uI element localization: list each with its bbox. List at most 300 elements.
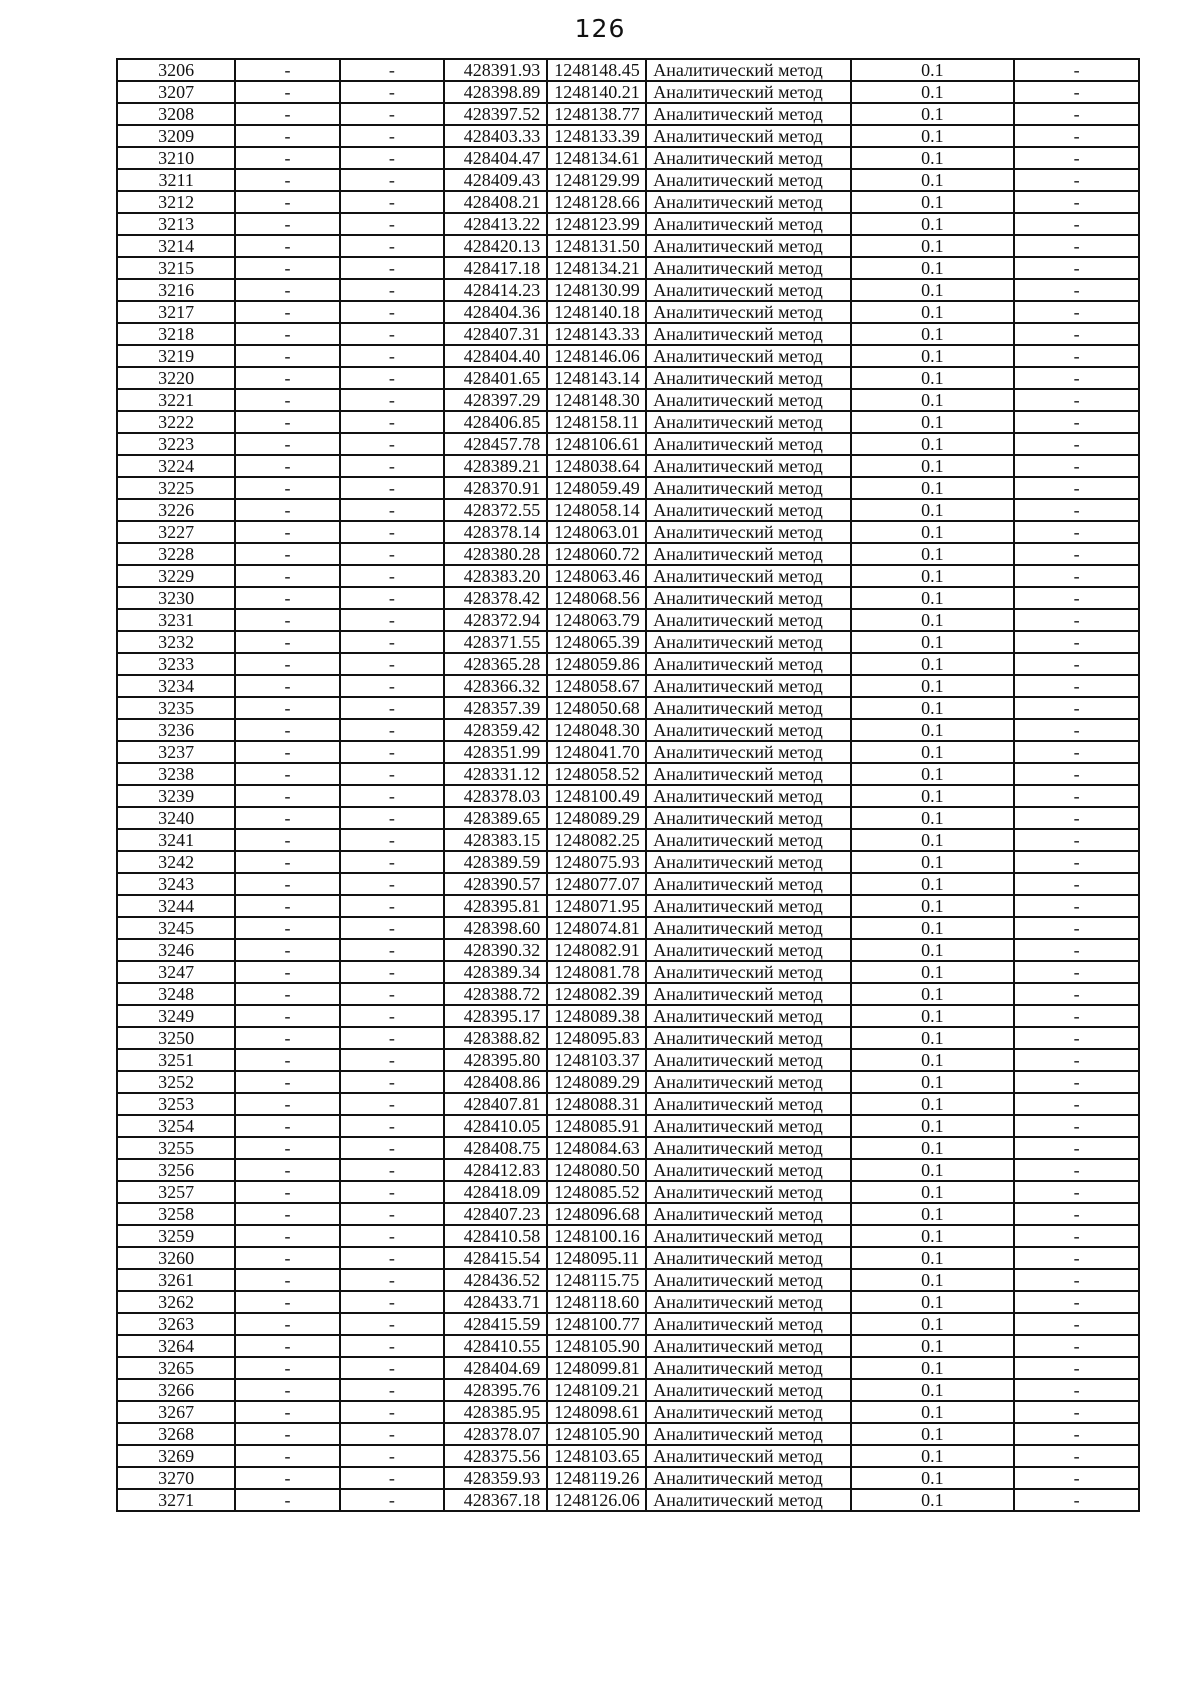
x-coordinate-cell: 428418.09 [444,1181,547,1203]
method-cell: Аналитический метод [646,1291,850,1313]
method-cell: Аналитический метод [646,59,850,81]
method-cell: Аналитический метод [646,1005,850,1027]
method-cell: Аналитический метод [646,279,850,301]
table-row [117,1181,1139,1203]
point-number-cell: 3218 [117,323,235,345]
accuracy-cell: 0.1 [851,521,1015,543]
description-cell: - [1014,477,1139,499]
table-row [117,1291,1139,1313]
point-number-cell: 3258 [117,1203,235,1225]
method-cell: Аналитический метод [646,675,850,697]
empty-cell-1: - [235,213,339,235]
empty-cell-1: - [235,1335,339,1357]
method-cell: Аналитический метод [646,1357,850,1379]
empty-cell-1: - [235,1423,339,1445]
description-cell: - [1014,1005,1139,1027]
empty-cell-1: - [235,1181,339,1203]
empty-cell-1: - [235,785,339,807]
accuracy-cell: 0.1 [851,587,1015,609]
table-row [117,1049,1139,1071]
method-cell: Аналитический метод [646,81,850,103]
accuracy-cell: 0.1 [851,961,1015,983]
method-cell: Аналитический метод [646,213,850,235]
description-cell: - [1014,257,1139,279]
method-cell: Аналитический метод [646,961,850,983]
y-coordinate-cell: 1248134.61 [547,147,646,169]
table-row [117,697,1139,719]
method-cell: Аналитический метод [646,477,850,499]
method-cell: Аналитический метод [646,521,850,543]
point-number-cell: 3263 [117,1313,235,1335]
accuracy-cell: 0.1 [851,1203,1015,1225]
table-row [117,675,1139,697]
empty-cell-2: - [340,851,444,873]
empty-cell-2: - [340,587,444,609]
x-coordinate-cell: 428365.28 [444,653,547,675]
description-cell: - [1014,279,1139,301]
y-coordinate-cell: 1248148.45 [547,59,646,81]
method-cell: Аналитический метод [646,1269,850,1291]
point-number-cell: 3209 [117,125,235,147]
empty-cell-2: - [340,1115,444,1137]
table-row [117,785,1139,807]
method-cell: Аналитический метод [646,609,850,631]
y-coordinate-cell: 1248095.83 [547,1027,646,1049]
empty-cell-2: - [340,1445,444,1467]
table-row [117,1445,1139,1467]
point-number-cell: 3237 [117,741,235,763]
empty-cell-2: - [340,631,444,653]
description-cell: - [1014,697,1139,719]
table-row [117,1379,1139,1401]
table-row [117,1071,1139,1093]
x-coordinate-cell: 428389.34 [444,961,547,983]
point-number-cell: 3217 [117,301,235,323]
y-coordinate-cell: 1248077.07 [547,873,646,895]
description-cell: - [1014,1049,1139,1071]
table-row [117,279,1139,301]
method-cell: Аналитический метод [646,873,850,895]
x-coordinate-cell: 428406.85 [444,411,547,433]
empty-cell-1: - [235,543,339,565]
empty-cell-1: - [235,147,339,169]
point-number-cell: 3262 [117,1291,235,1313]
description-cell: - [1014,213,1139,235]
method-cell: Аналитический метод [646,829,850,851]
point-number-cell: 3267 [117,1401,235,1423]
description-cell: - [1014,1203,1139,1225]
empty-cell-1: - [235,411,339,433]
table-row [117,257,1139,279]
empty-cell-1: - [235,1093,339,1115]
y-coordinate-cell: 1248148.30 [547,389,646,411]
empty-cell-1: - [235,741,339,763]
y-coordinate-cell: 1248089.29 [547,807,646,829]
description-cell: - [1014,1027,1139,1049]
empty-cell-1: - [235,829,339,851]
accuracy-cell: 0.1 [851,1027,1015,1049]
description-cell: - [1014,1335,1139,1357]
empty-cell-1: - [235,609,339,631]
empty-cell-1: - [235,169,339,191]
description-cell: - [1014,1291,1139,1313]
x-coordinate-cell: 428380.28 [444,543,547,565]
y-coordinate-cell: 1248063.79 [547,609,646,631]
x-coordinate-cell: 428388.72 [444,983,547,1005]
description-cell: - [1014,1489,1139,1511]
point-number-cell: 3211 [117,169,235,191]
x-coordinate-cell: 428415.59 [444,1313,547,1335]
description-cell: - [1014,323,1139,345]
description-cell: - [1014,433,1139,455]
empty-cell-2: - [340,257,444,279]
x-coordinate-cell: 428367.18 [444,1489,547,1511]
accuracy-cell: 0.1 [851,345,1015,367]
empty-cell-1: - [235,191,339,213]
method-cell: Аналитический метод [646,1467,850,1489]
description-cell: - [1014,147,1139,169]
x-coordinate-cell: 428390.57 [444,873,547,895]
empty-cell-2: - [340,1203,444,1225]
empty-cell-2: - [340,1247,444,1269]
description-cell: - [1014,1225,1139,1247]
description-cell: - [1014,543,1139,565]
method-cell: Аналитический метод [646,565,850,587]
empty-cell-1: - [235,631,339,653]
empty-cell-2: - [340,411,444,433]
empty-cell-1: - [235,1401,339,1423]
method-cell: Аналитический метод [646,433,850,455]
empty-cell-2: - [340,1489,444,1511]
table-row [117,1269,1139,1291]
empty-cell-2: - [340,521,444,543]
x-coordinate-cell: 428410.58 [444,1225,547,1247]
empty-cell-2: - [340,367,444,389]
empty-cell-1: - [235,1203,339,1225]
x-coordinate-cell: 428378.42 [444,587,547,609]
empty-cell-2: - [340,499,444,521]
table-row [117,1159,1139,1181]
x-coordinate-cell: 428433.71 [444,1291,547,1313]
y-coordinate-cell: 1248103.65 [547,1445,646,1467]
description-cell: - [1014,675,1139,697]
description-cell: - [1014,917,1139,939]
table-row [117,917,1139,939]
accuracy-cell: 0.1 [851,851,1015,873]
accuracy-cell: 0.1 [851,1247,1015,1269]
point-number-cell: 3232 [117,631,235,653]
y-coordinate-cell: 1248109.21 [547,1379,646,1401]
point-number-cell: 3234 [117,675,235,697]
accuracy-cell: 0.1 [851,103,1015,125]
empty-cell-2: - [340,697,444,719]
method-cell: Аналитический метод [646,345,850,367]
x-coordinate-cell: 428404.47 [444,147,547,169]
y-coordinate-cell: 1248131.50 [547,235,646,257]
x-coordinate-cell: 428370.91 [444,477,547,499]
table-row [117,829,1139,851]
table-row [117,477,1139,499]
x-coordinate-cell: 428383.15 [444,829,547,851]
description-cell: - [1014,1445,1139,1467]
y-coordinate-cell: 1248050.68 [547,697,646,719]
x-coordinate-cell: 428359.42 [444,719,547,741]
x-coordinate-cell: 428390.32 [444,939,547,961]
x-coordinate-cell: 428412.83 [444,1159,547,1181]
empty-cell-1: - [235,235,339,257]
table-row [117,1401,1139,1423]
empty-cell-1: - [235,719,339,741]
table-row [117,323,1139,345]
method-cell: Аналитический метод [646,1335,850,1357]
accuracy-cell: 0.1 [851,719,1015,741]
accuracy-cell: 0.1 [851,1093,1015,1115]
method-cell: Аналитический метод [646,1027,850,1049]
point-number-cell: 3241 [117,829,235,851]
empty-cell-1: - [235,301,339,323]
y-coordinate-cell: 1248048.30 [547,719,646,741]
point-number-cell: 3244 [117,895,235,917]
description-cell: - [1014,1115,1139,1137]
empty-cell-2: - [340,81,444,103]
empty-cell-2: - [340,675,444,697]
description-cell: - [1014,1467,1139,1489]
accuracy-cell: 0.1 [851,741,1015,763]
y-coordinate-cell: 1248119.26 [547,1467,646,1489]
empty-cell-2: - [340,433,444,455]
point-number-cell: 3206 [117,59,235,81]
point-number-cell: 3246 [117,939,235,961]
x-coordinate-cell: 428383.20 [444,565,547,587]
empty-cell-1: - [235,1291,339,1313]
empty-cell-2: - [340,1269,444,1291]
method-cell: Аналитический метод [646,1489,850,1511]
method-cell: Аналитический метод [646,191,850,213]
empty-cell-2: - [340,763,444,785]
empty-cell-1: - [235,1159,339,1181]
description-cell: - [1014,1181,1139,1203]
empty-cell-1: - [235,103,339,125]
y-coordinate-cell: 1248105.90 [547,1335,646,1357]
empty-cell-1: - [235,1313,339,1335]
empty-cell-1: - [235,1357,339,1379]
point-number-cell: 3216 [117,279,235,301]
point-number-cell: 3253 [117,1093,235,1115]
x-coordinate-cell: 428413.22 [444,213,547,235]
x-coordinate-cell: 428398.89 [444,81,547,103]
description-cell: - [1014,103,1139,125]
empty-cell-1: - [235,1071,339,1093]
accuracy-cell: 0.1 [851,213,1015,235]
empty-cell-1: - [235,279,339,301]
empty-cell-2: - [340,455,444,477]
empty-cell-2: - [340,191,444,213]
coordinates-table [116,58,1140,1512]
x-coordinate-cell: 428415.54 [444,1247,547,1269]
accuracy-cell: 0.1 [851,411,1015,433]
table-row [117,807,1139,829]
accuracy-cell: 0.1 [851,1181,1015,1203]
method-cell: Аналитический метод [646,499,850,521]
accuracy-cell: 0.1 [851,1423,1015,1445]
point-number-cell: 3226 [117,499,235,521]
description-cell: - [1014,1159,1139,1181]
x-coordinate-cell: 428395.80 [444,1049,547,1071]
empty-cell-2: - [340,169,444,191]
table-row [117,631,1139,653]
description-cell: - [1014,1379,1139,1401]
x-coordinate-cell: 428389.65 [444,807,547,829]
empty-cell-2: - [340,1137,444,1159]
table-row [117,455,1139,477]
empty-cell-2: - [340,609,444,631]
point-number-cell: 3249 [117,1005,235,1027]
y-coordinate-cell: 1248146.06 [547,345,646,367]
x-coordinate-cell: 428417.18 [444,257,547,279]
method-cell: Аналитический метод [646,169,850,191]
x-coordinate-cell: 428420.13 [444,235,547,257]
table-body [117,59,1139,1511]
table-row [117,301,1139,323]
y-coordinate-cell: 1248080.50 [547,1159,646,1181]
table-row [117,411,1139,433]
accuracy-cell: 0.1 [851,301,1015,323]
table-row [117,521,1139,543]
empty-cell-1: - [235,895,339,917]
y-coordinate-cell: 1248082.39 [547,983,646,1005]
method-cell: Аналитический метод [646,389,850,411]
y-coordinate-cell: 1248133.39 [547,125,646,147]
x-coordinate-cell: 428389.21 [444,455,547,477]
description-cell: - [1014,1401,1139,1423]
accuracy-cell: 0.1 [851,1401,1015,1423]
table-row [117,1225,1139,1247]
accuracy-cell: 0.1 [851,1335,1015,1357]
empty-cell-2: - [340,1225,444,1247]
x-coordinate-cell: 428436.52 [444,1269,547,1291]
description-cell: - [1014,169,1139,191]
method-cell: Аналитический метод [646,235,850,257]
y-coordinate-cell: 1248158.11 [547,411,646,433]
y-coordinate-cell: 1248096.68 [547,1203,646,1225]
empty-cell-1: - [235,587,339,609]
x-coordinate-cell: 428414.23 [444,279,547,301]
description-cell: - [1014,741,1139,763]
y-coordinate-cell: 1248106.61 [547,433,646,455]
table-row [117,873,1139,895]
method-cell: Аналитический метод [646,1247,850,1269]
empty-cell-1: - [235,1005,339,1027]
x-coordinate-cell: 428371.55 [444,631,547,653]
x-coordinate-cell: 428397.29 [444,389,547,411]
point-number-cell: 3256 [117,1159,235,1181]
point-number-cell: 3221 [117,389,235,411]
empty-cell-1: - [235,323,339,345]
empty-cell-2: - [340,301,444,323]
y-coordinate-cell: 1248060.72 [547,543,646,565]
point-number-cell: 3222 [117,411,235,433]
empty-cell-2: - [340,1005,444,1027]
empty-cell-2: - [340,1335,444,1357]
empty-cell-1: - [235,521,339,543]
table-row [117,851,1139,873]
point-number-cell: 3229 [117,565,235,587]
table-row [117,1005,1139,1027]
x-coordinate-cell: 428409.43 [444,169,547,191]
method-cell: Аналитический метод [646,1049,850,1071]
y-coordinate-cell: 1248140.21 [547,81,646,103]
table-row [117,565,1139,587]
table-row [117,1489,1139,1511]
y-coordinate-cell: 1248081.78 [547,961,646,983]
description-cell: - [1014,81,1139,103]
accuracy-cell: 0.1 [851,1115,1015,1137]
method-cell: Аналитический метод [646,587,850,609]
point-number-cell: 3238 [117,763,235,785]
table-row [117,1115,1139,1137]
y-coordinate-cell: 1248085.52 [547,1181,646,1203]
accuracy-cell: 0.1 [851,565,1015,587]
accuracy-cell: 0.1 [851,697,1015,719]
accuracy-cell: 0.1 [851,1159,1015,1181]
y-coordinate-cell: 1248134.21 [547,257,646,279]
empty-cell-2: - [340,829,444,851]
accuracy-cell: 0.1 [851,785,1015,807]
x-coordinate-cell: 428404.40 [444,345,547,367]
point-number-cell: 3255 [117,1137,235,1159]
empty-cell-2: - [340,103,444,125]
empty-cell-2: - [340,1093,444,1115]
description-cell: - [1014,1071,1139,1093]
accuracy-cell: 0.1 [851,499,1015,521]
x-coordinate-cell: 428375.56 [444,1445,547,1467]
point-number-cell: 3230 [117,587,235,609]
point-number-cell: 3240 [117,807,235,829]
y-coordinate-cell: 1248082.91 [547,939,646,961]
table-row [117,609,1139,631]
accuracy-cell: 0.1 [851,1489,1015,1511]
accuracy-cell: 0.1 [851,917,1015,939]
y-coordinate-cell: 1248100.16 [547,1225,646,1247]
accuracy-cell: 0.1 [851,367,1015,389]
method-cell: Аналитический метод [646,455,850,477]
accuracy-cell: 0.1 [851,1225,1015,1247]
method-cell: Аналитический метод [646,983,850,1005]
accuracy-cell: 0.1 [851,653,1015,675]
page-number: 126 [574,14,626,43]
method-cell: Аналитический метод [646,1401,850,1423]
point-number-cell: 3224 [117,455,235,477]
empty-cell-1: - [235,983,339,1005]
description-cell: - [1014,499,1139,521]
table-row [117,1335,1139,1357]
empty-cell-2: - [340,389,444,411]
x-coordinate-cell: 428351.99 [444,741,547,763]
description-cell: - [1014,631,1139,653]
y-coordinate-cell: 1248099.81 [547,1357,646,1379]
empty-cell-1: - [235,565,339,587]
y-coordinate-cell: 1248059.49 [547,477,646,499]
description-cell: - [1014,521,1139,543]
empty-cell-1: - [235,807,339,829]
y-coordinate-cell: 1248089.29 [547,1071,646,1093]
point-number-cell: 3270 [117,1467,235,1489]
table-row [117,125,1139,147]
x-coordinate-cell: 428366.32 [444,675,547,697]
y-coordinate-cell: 1248140.18 [547,301,646,323]
description-cell: - [1014,719,1139,741]
empty-cell-2: - [340,873,444,895]
